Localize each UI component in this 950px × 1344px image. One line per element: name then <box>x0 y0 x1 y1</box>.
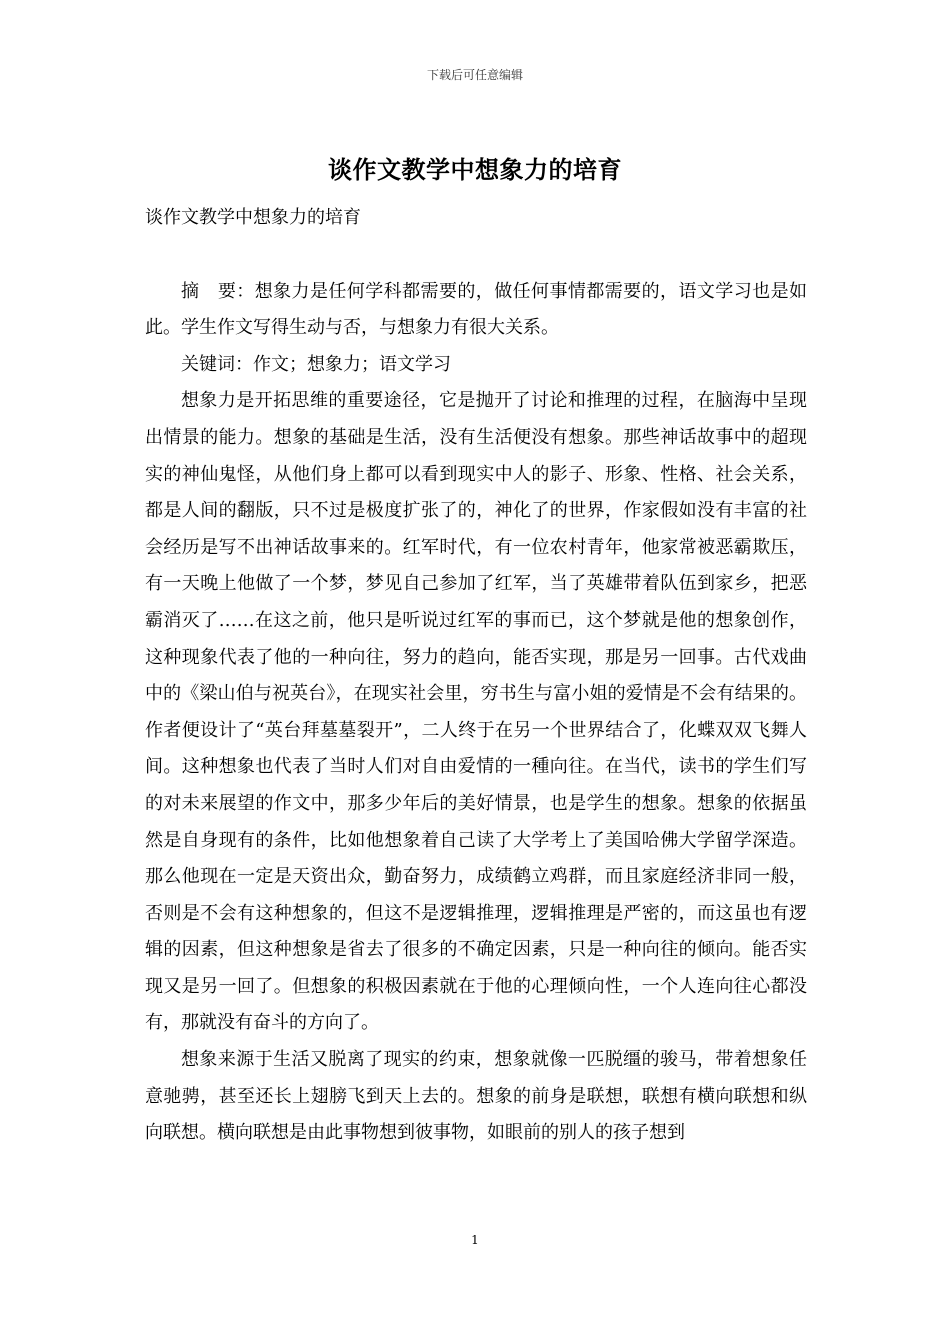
body-paragraph-1: 想象力是开拓思维的重要途径，它是抛开了讨论和推理的过程，在脑海中呈现出情景的能力。想象的基础是生活，没有生活便没有想象。那些神话故事中的超现实的神仙鬼怪，从他们身上都可以看到现实中人的影子、形象、性格、社会关系，都是人间的翻版，只不过是极度扩张了的，神化了的世界，作家假如没有丰富的社会经历是写不出神话故事来的。红军时代，有一位农村青年，他家常被恶霸欺压，有一天晚上他做了一个梦，梦见自己参加了红军，当了英雄带着队伍到家乡，把恶霸消灭了……在这之前，他只是听说过红军的事而已，这个梦就是他的想象创作，这种现象代表了他的一种向往，努力的趋向，能否实现，那是另一回事。古代戏曲中的《梁山伯与祝英台》，在现实社会里，穷书生与富小姐的爱情是不会有结果的。作者便设计了“英台拜墓墓裂开”，二人终于在另一个世界结合了，化蝶双双飞舞人间。这种想象也代表了当时人们对自由爱情的一種向往。在当代，读书的学生们写的对未来展望的作文中，那多少年后的美好情景，也是学生的想象。想象的依据虽然是自身现有的条件，比如他想象着自己读了大学考上了美国哈佛大学留学深造。那么他现在一定是天资出众，勤奋努力，成绩鹤立鸡群，而且家庭经济非同一般，否则是不会有这种想象的，但这不是逻辑推理，逻辑推理是严密的，而这虽也有逻辑的因素，但这种想象是省去了很多的不确定因素，只是一种向往的倾向。能否实现又是另一回了。但想象的积极因素就在于他的心理倾向性，一个人连向往心都没有，那就没有奋斗的方向了。 <box>145 390 807 1034</box>
document-title: 谈作文教学中想象力的培育 <box>328 155 622 184</box>
abstract-paragraph: 摘 要：想象力是任何学科都需要的，做任何事情都需要的，语文学习也是如此。学生作文写得生动与否，与想象力有很大关系。 <box>145 280 807 339</box>
body-paragraph-2: 想象来源于生活又脱离了现实的约束，想象就像一匹脱缰的骏马，带着想象任意驰骋，甚至还长上翅膀飞到天上去的。想象的前身是联想，联想有横向联想和纵向联想。横向联想是由此事物想到彼事物，如眼前的别人的孩子想到 <box>145 1049 807 1144</box>
document-subtitle: 谈作文教学中想象力的培育 <box>145 207 361 228</box>
page-number: 1 <box>471 1233 479 1247</box>
header-note: 下载后可任意编辑 <box>426 68 523 82</box>
document-body <box>145 200 807 1152</box>
keywords-line: 关键词：作文；想象力；语文学习 <box>181 353 451 375</box>
